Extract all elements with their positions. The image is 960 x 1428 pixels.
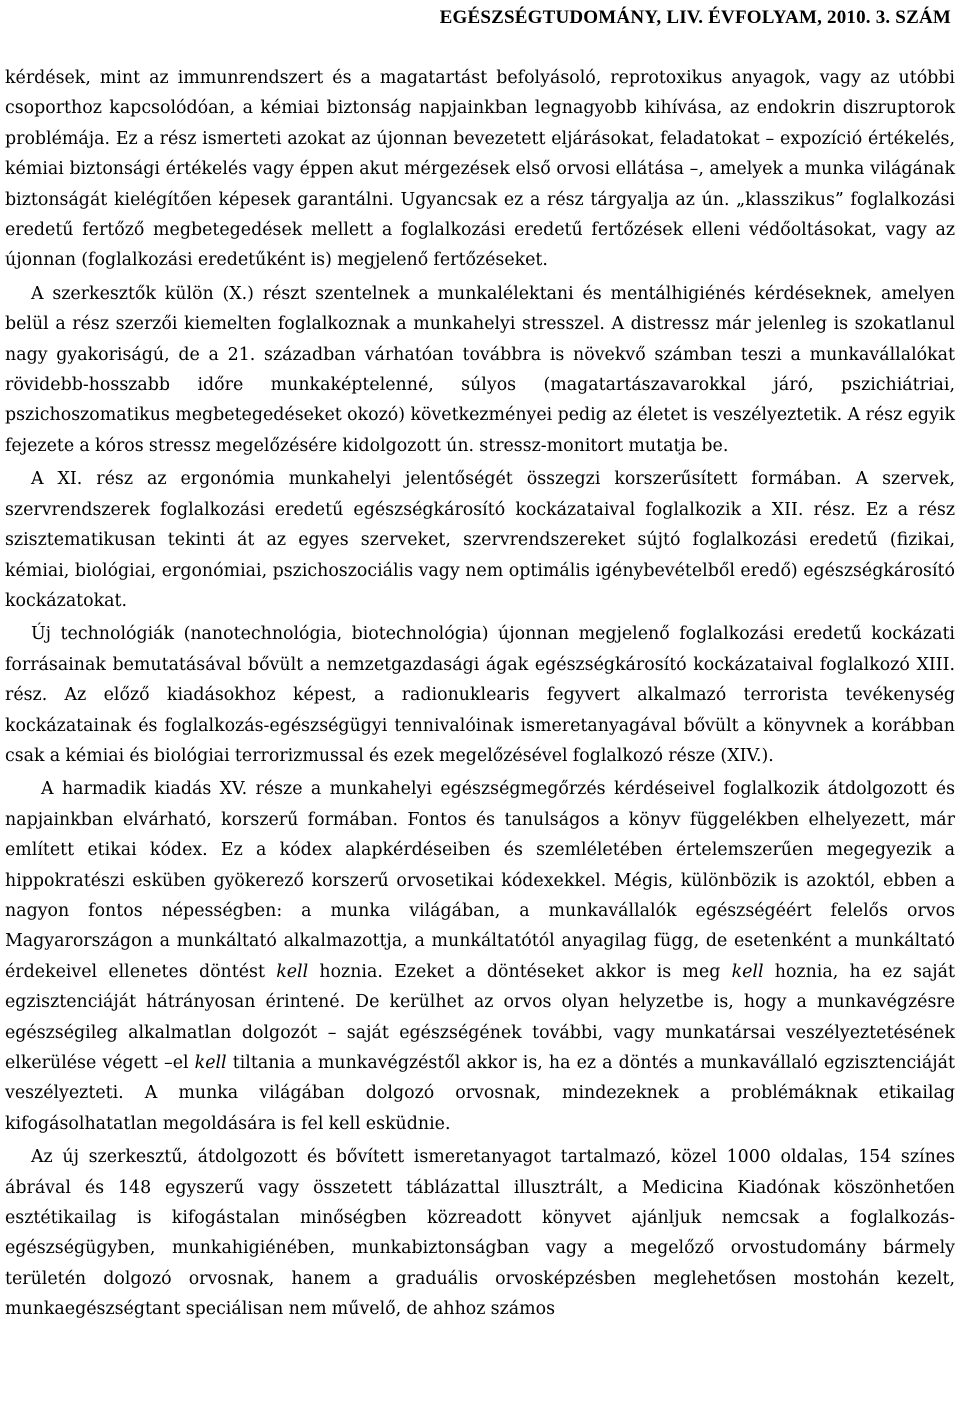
- paragraph-new-technologies: Új technológiák (nanotechnológia, biotechnológia) újonnan megjelenő foglalkozási eredetű kockázati forrásainak bemutatásával bővült a nemzetgazdasági ágak egészségkárosító kockázataival foglalkozó XIII. rész. Az előző kiadásokhoz képest, a radionuklearis fegyvert alkalmazó terrorista tevékenység kockázatainak és foglalkozás-egészségügyi tennivalóinak ismeretanyagával bővült a könyvnek a korábban csak a kémiai és biológiai terrorizmussal és ezek megelőzésével foglalkozó része (XIV.).: [5, 624, 955, 766]
- paragraph-ethics-code: [5, 774, 955, 1139]
- paragraph-ergonomics: A XI. rész az ergonómia munkahelyi jelentőségét összegzi korszerűsített formában. A szervek, szervrendszerek foglalkozási eredetű egészségkárosító kockázataival foglalkozik a XII. rész. Ez a rész szisztematikusan tekinti át az egyes szerveket, szervrendszereket sújtó foglalkozási eredetű (fizikai, kémiai, biológiai, ergonómiai, pszichoszociális vagy nem optimális igénybevételből eredő) egészségkárosító kockázatokat.: [5, 469, 955, 611]
- emphasis-kell: kell: [276, 961, 309, 982]
- ethics-text-part-2: hoznia. Ezeket a döntéseket akkor is meg: [308, 961, 732, 982]
- ethics-text-part-4: tiltania a munkavégzéstől akkor is, ha ez a döntés a munkavállaló egzisztenciáját veszélyezteti. A munka világában dolgozó orvosnak, mindezeknek a problémáknak etikailag kifogásolhatatlan megoldására is fel kell esküdnie.: [5, 1053, 955, 1134]
- ethics-text-part-1: A harmadik kiadás XV. része a munkahelyi egészségmegőrzés kérdéseivel foglalkozik átdolgozott és napjainkban elvárható, korszerű formában. Fontos és tanulságos a könyv függelékben elhelyezett, már említett etikai kódex. Ez a kódex alapkérdéseiben és szemléletében értelemszerűen megegyezik a hippokratészi esküben gyökerező korszerű orvosetikai kódexekkel. Mégis, különbözik is azoktól, ebben a nagyon fontos népességben: a munka világában, a munkavállalók egészségéért felelős orvos Magyarországon a munkáltató alkalmazottja, a munkáltatótól anyagilag függ, de esetenként a munkáltató érdekeivel ellenetes döntést: [5, 779, 955, 982]
- journal-running-header: EGÉSZSÉGTUDOMÁNY, LIV. ÉVFOLYAM, 2010. 3. SZÁM: [439, 7, 951, 28]
- emphasis-kell: kell: [731, 961, 764, 982]
- article-body: [5, 63, 955, 1325]
- emphasis-kell: kell: [194, 1053, 227, 1073]
- ethics-text-part-3: hoznia, ha ez saját egzisztenciáját hátrányosan érintené. De kerülhet az orvos olyan helyzetbe is, hogy a munkavégzésre egészségileg alkalmatlan dolgozót – saját egészségének további, vagy munkatársai veszélyeztetésének elkerülése végett –el: [5, 961, 955, 1073]
- paragraph-book-recommendation: Az új szerkesztű, átdolgozott és bővített ismeretanyagot tartalmazó, közel 1000 oldalas, 154 színes ábrával és 148 egyszerű vagy összetett táblázattal illusztrált, a Medicina Kiadónak köszönhetően esztétikailag is kifogástalan minőségben közreadott könyvet ajánljuk nemcsak a foglalkozás-egészségügyben, munkahigiénében, munkabiztonságban vagy a megelőző orvostudomány bármely területén dolgozó orvosnak, hanem a graduális orvosképzésben meglehetősen mostohán kezelt, munkaegészségtant speciálisan nem művelő, de ahhoz számos: [5, 1147, 955, 1320]
- paragraph-occupational-psychology: A szerkesztők külön (X.) részt szentelnek a munkalélektani és mentálhigiénés kérdéseknek, amelyen belül a rész szerzői kiemelten foglalkoznak a munkahelyi stresszel. A distressz már jelenleg is szokatlanul nagy gyakoriságú, de a 21. században várhatóan továbbra is növekvő számban teszi a munkavállalókat rövidebb-hosszabb időre munkaképtelenné, súlyos (magatartászavarokkal járó, pszichiátriai, pszichoszomatikus megbetegedéseket okozó) következményei pedig az életet is veszélyeztetik. A rész egyik fejezete a kóros stressz megelőzésére kidolgozott ún. stressz-monitort mutatja be.: [5, 283, 955, 456]
- paragraph-chemical-safety: kérdések, mint az immunrendszert és a magatartást befolyásoló, reprotoxikus anyagok, vagy az utóbbi csoporthoz kapcsolódóan, a kémiai biztonság napjainkban legnagyobb kihívása, az endokrin diszruptorok problémája. Ez a rész ismerteti azokat az újonnan bevezetett eljárásokat, feladatokat – expozíció értékelés, kémiai biztonsági értékelés vagy éppen akut mérgezések első orvosi ellátása –, amelyek a munka világának biztonságát kielégítően képesek garantálni. Ugyancsak ez a rész tárgyalja az ún. „klasszikus” foglalkozási eredetű fertőző megbetegedések mellett a foglalkozási eredetű fertőzések elleni védőoltásokat, vagy az újonnan (foglalkozási eredetűként is) megjelenő fertőzéseket.: [5, 68, 955, 271]
